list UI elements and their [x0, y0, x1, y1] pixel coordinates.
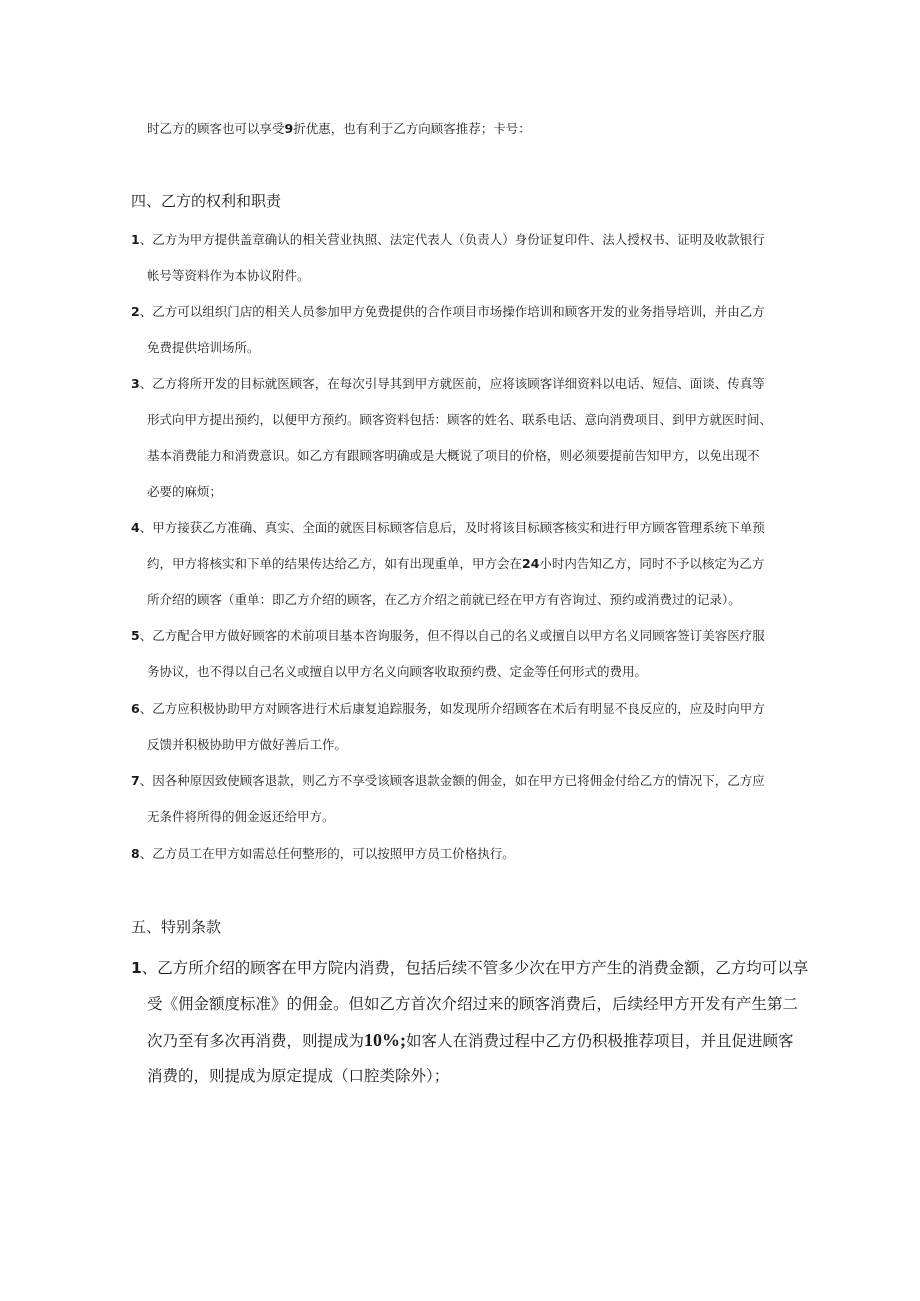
s5-item1-text1: 、乙方所介绍的顾客在甲方院内消费，包括后续不管多少次在甲方产生的消费金额，乙方均可以享 [141, 959, 809, 977]
s5-item1-line2: 受《佣金额度标准》的佣金。但如乙方首次介绍过来的顾客消费后，后续经甲方开发有产生第二 [147, 995, 799, 1013]
s4-item4-text2: 约，甲方将核实和下单的结果传达给乙方，如有出现重单，甲方会在 [147, 556, 523, 571]
s4-item3-line4: 必要的麻烦； [147, 484, 223, 499]
s4-item4-text2b: 小时内告知乙方，同时不予以核定为乙方 [539, 556, 765, 571]
s4-item3-text1: 、乙方将所开发的目标就医顾客，在每次引导其到甲方就医前，应将该顾客详细资料以电话、短信、面谈、传真等 [139, 376, 765, 391]
s4-item8-text1: 、乙方员工在甲方如需总任何整形的，可以按照甲方员工价格执行。 [139, 846, 515, 861]
s5-item1-rate: 10%; [364, 1030, 407, 1050]
s4-item1-line1 [131, 232, 765, 248]
s4-item4-num: 4 [131, 520, 140, 535]
s4-item4-line2 [147, 556, 764, 572]
s4-item2-line1 [131, 304, 765, 320]
section4-title: 四、乙方的权利和职责 [131, 192, 282, 210]
s4-item7-text1: 、因各种原因致使顾客退款，则乙方不享受该顾客退款金额的佣金，如在甲方已将佣金付给乙方的情况下，乙方应 [139, 773, 765, 788]
intro-line-num: 9 [284, 121, 294, 136]
s4-item6-line1 [131, 701, 765, 717]
section5-title: 五、特别条款 [131, 918, 222, 936]
s4-item5-num: 5 [131, 628, 140, 643]
s4-item8-num: 8 [131, 846, 140, 861]
s4-item6-line2: 反馈并积极协助甲方做好善后工作。 [147, 737, 348, 752]
s4-item1-line2: 帐号等资料作为本协议附件。 [147, 268, 310, 283]
s4-item4-hours: 24 [522, 556, 540, 571]
s4-item4-text1: 、甲方接获乙方准确、真实、全面的就医目标顾客信息后，及时将该目标顾客核实和进行甲方顾客管理系统下单预 [139, 520, 765, 535]
s5-item1-num: 1 [131, 959, 142, 977]
s4-item3-line1 [131, 376, 765, 392]
s4-item2-text1: 、乙方可以组织门店的相关人员参加甲方免费提供的合作项目市场操作培训和顾客开发的业务指导培训，并由乙方 [139, 304, 765, 319]
s4-item4-line1 [131, 520, 765, 536]
s5-item1-text3-pre: 次乃至有多次再消费，则提成为 [147, 1032, 365, 1050]
s5-item1-line3 [147, 1030, 794, 1051]
s5-item1-line1 [131, 958, 808, 978]
s4-item2-num: 2 [131, 304, 140, 319]
s4-item7-line2: 无条件将所得的佣金返还给甲方。 [147, 809, 335, 824]
s4-item6-num: 6 [131, 701, 140, 716]
s4-item4-line3: 所介绍的顾客（重单：即乙方介绍的顾客，在乙方介绍之前就已经在甲方有咨询过、预约或消费过的记录）。 [147, 592, 741, 607]
intro-line-pre: 时乙方的顾客也可以享受 [147, 121, 285, 136]
s4-item5-line1 [131, 628, 765, 644]
s5-item1-line4: 消费的，则提成为原定提成（口腔类除外）； [147, 1067, 450, 1085]
s4-item3-line2: 形式向甲方提出预约，以便甲方预约。顾客资料包括：顾客的姓名、联系电话、意向消费项目、到甲方就医时间、 [147, 412, 773, 427]
s4-item3-num: 3 [131, 376, 140, 391]
s4-item5-line2: 务协议，也不得以自己名义或擅自以甲方名义向顾客收取预约费、定金等任何形式的费用。 [147, 664, 648, 679]
s4-item8-line1 [131, 846, 515, 862]
s4-item1-num: 1 [131, 232, 140, 247]
intro-line [147, 121, 531, 137]
s5-item1-text3-post: 如客人在消费过程中乙方仍积极推荐项目，并且促进顾客 [406, 1032, 794, 1050]
s4-item2-line2: 免费提供培训场所。 [147, 340, 260, 355]
s4-item7-num: 7 [131, 773, 140, 788]
s4-item6-text1: 、乙方应积极协助甲方对顾客进行术后康复追踪服务，如发现所介绍顾客在术后有明显不良反应的，应及时向甲方 [139, 701, 765, 716]
intro-line-post: 折优惠，也有利于乙方向顾客推荐；卡号： [293, 121, 531, 136]
s4-item1-text1: 、乙方为甲方提供盖章确认的相关营业执照、法定代表人（负责人）身份证复印件、法人授权书、证明及收款银行 [139, 232, 765, 247]
s4-item3-line3: 基本消费能力和消费意识。如乙方有跟顾客明确或是大概说了项目的价格，则必须要提前告知甲方，以免出现不 [147, 448, 760, 463]
s4-item5-text1: 、乙方配合甲方做好顾客的术前项目基本咨询服务，但不得以自己的名义或擅自以甲方名义同顾客签订美容医疗服 [139, 628, 765, 643]
s4-item7-line1 [131, 773, 765, 789]
